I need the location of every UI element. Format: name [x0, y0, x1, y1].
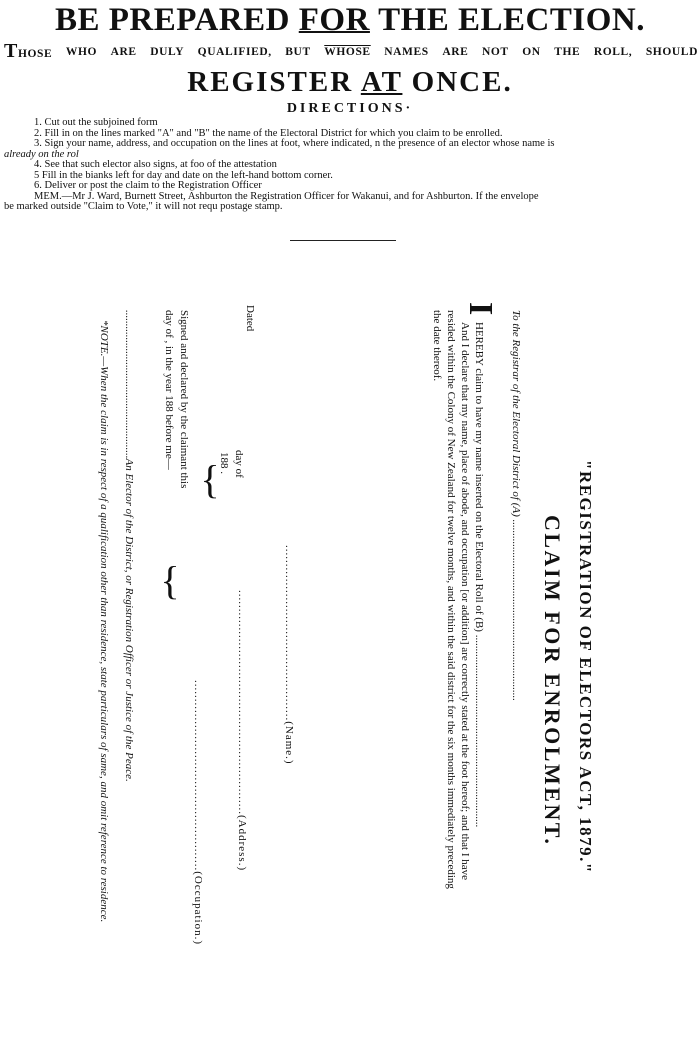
- claim-line-2: And I declare that my name, place of abode, and occupation [or addition] are correctly stated at the foot hereof; and that I have: [459, 322, 471, 881]
- elector-line: ......................................................An Elector of the District, or Registration Officer or Justice of the Peace.: [123, 310, 135, 782]
- to-registrar: To the Registrar of the Electoral District of (A) ..................................................................: [510, 310, 522, 701]
- memo: MEM.—Mr J. Ward, Burnett Street, Ashburton the Registration Officer for Wakanui, and for Ashburton. If the envelope: [34, 190, 539, 202]
- step-3: 3. Sign your name, address, and occupation on the lines at foot, where indicated, n the presence of an elector whose name is: [34, 138, 555, 149]
- register-heading: [0, 66, 700, 99]
- claim-line-3: resided within the Colony of New Zealand for twelve months, and within the said district for the six months immediately preceding: [445, 310, 457, 889]
- subhead-word-5: QUALIFIED,: [197, 46, 272, 58]
- subhead-word-6: BUT: [285, 46, 311, 58]
- subhead-word-4: DULY: [150, 46, 185, 58]
- year-label: 188 .: [218, 452, 230, 474]
- directions-list: [4, 118, 698, 213]
- name-line: ...............................................(Name.): [283, 545, 295, 765]
- headline-suffix: THE ELECTION.: [369, 2, 645, 38]
- subhead-word-7: WHOSE: [324, 46, 371, 58]
- dated-label: Dated: [244, 305, 256, 332]
- brace-dated: }: [200, 461, 220, 507]
- subhead-word-2: WHO: [65, 46, 98, 58]
- step-3-cont: already on the rol: [4, 148, 79, 160]
- subhead-word-3: ARE: [110, 46, 137, 58]
- register-underlined: AT: [360, 66, 403, 98]
- claim-line-4: the date thereof.: [431, 310, 443, 382]
- subhead-word-14: SHOULD: [645, 46, 698, 58]
- claim-title: CLAIM FOR ENROLMENT.: [540, 515, 565, 847]
- subhead-word-13: ROLL,: [593, 46, 633, 58]
- headline-prefix: BE PREPARED: [55, 2, 299, 38]
- step-5: 5 Fill in the bianks left for day and date on the left-hand bottom corner.: [34, 169, 333, 181]
- memo-cont: be marked outside "Claim to Vote," it will not requ postage stamp.: [4, 201, 283, 212]
- claim-line-1: HEREBY claim to have my name inserted on the Electoral Roll of (B) ......................................................................: [473, 322, 485, 828]
- headline-underlined: FOR: [298, 2, 370, 38]
- step-2: 2. Fill in on the lines marked "A" and "B" the name of the Electoral District for which you claim to be enrolled.: [34, 127, 503, 139]
- divider-rule: [290, 240, 396, 241]
- directions-heading: DIRECTIONS·: [286, 101, 414, 116]
- register-prefix: REGISTER: [187, 66, 361, 98]
- subhead-word-8: NAMES: [384, 46, 429, 58]
- headline: [0, 2, 700, 39]
- signed-line-2: day of , in the year 188 before me—: [163, 310, 175, 470]
- subhead-word-12: THE: [554, 46, 581, 58]
- claim-form: [0, 290, 700, 1040]
- step-4: 4. See that such elector also signs, at foo of the attestation: [34, 159, 277, 170]
- register-suffix: ONCE.: [402, 66, 513, 98]
- subhead-word-10: NOT: [481, 46, 509, 58]
- day-of-label: day of: [233, 450, 245, 478]
- step-6: 6. Deliver or post the claim to the Registration Officer: [34, 180, 262, 191]
- occupation-line: ...................................................(Occupation.): [192, 680, 204, 946]
- subhead-word-9: ARE: [442, 46, 469, 58]
- signed-line-1: Signed and declared by the claimant this: [178, 310, 190, 489]
- step-1: 1. Cut out the subjoined form: [34, 117, 158, 128]
- address-line: ............................................................(Address.): [236, 590, 248, 872]
- act-title: "REGISTRATION OF ELECTORS ACT, 1879.": [576, 460, 595, 874]
- qualified-subheading: [4, 40, 698, 62]
- subhead-word-11: ON: [522, 46, 541, 58]
- brace-signed: }: [160, 562, 180, 608]
- footnote: *NOTE.—When the claim is in respect of a qualification other than residence, state particulars of same, and omit reference to residence.: [98, 320, 110, 923]
- claim-initial: I: [462, 302, 499, 316]
- subhead-word-0: THOSE: [4, 40, 53, 62]
